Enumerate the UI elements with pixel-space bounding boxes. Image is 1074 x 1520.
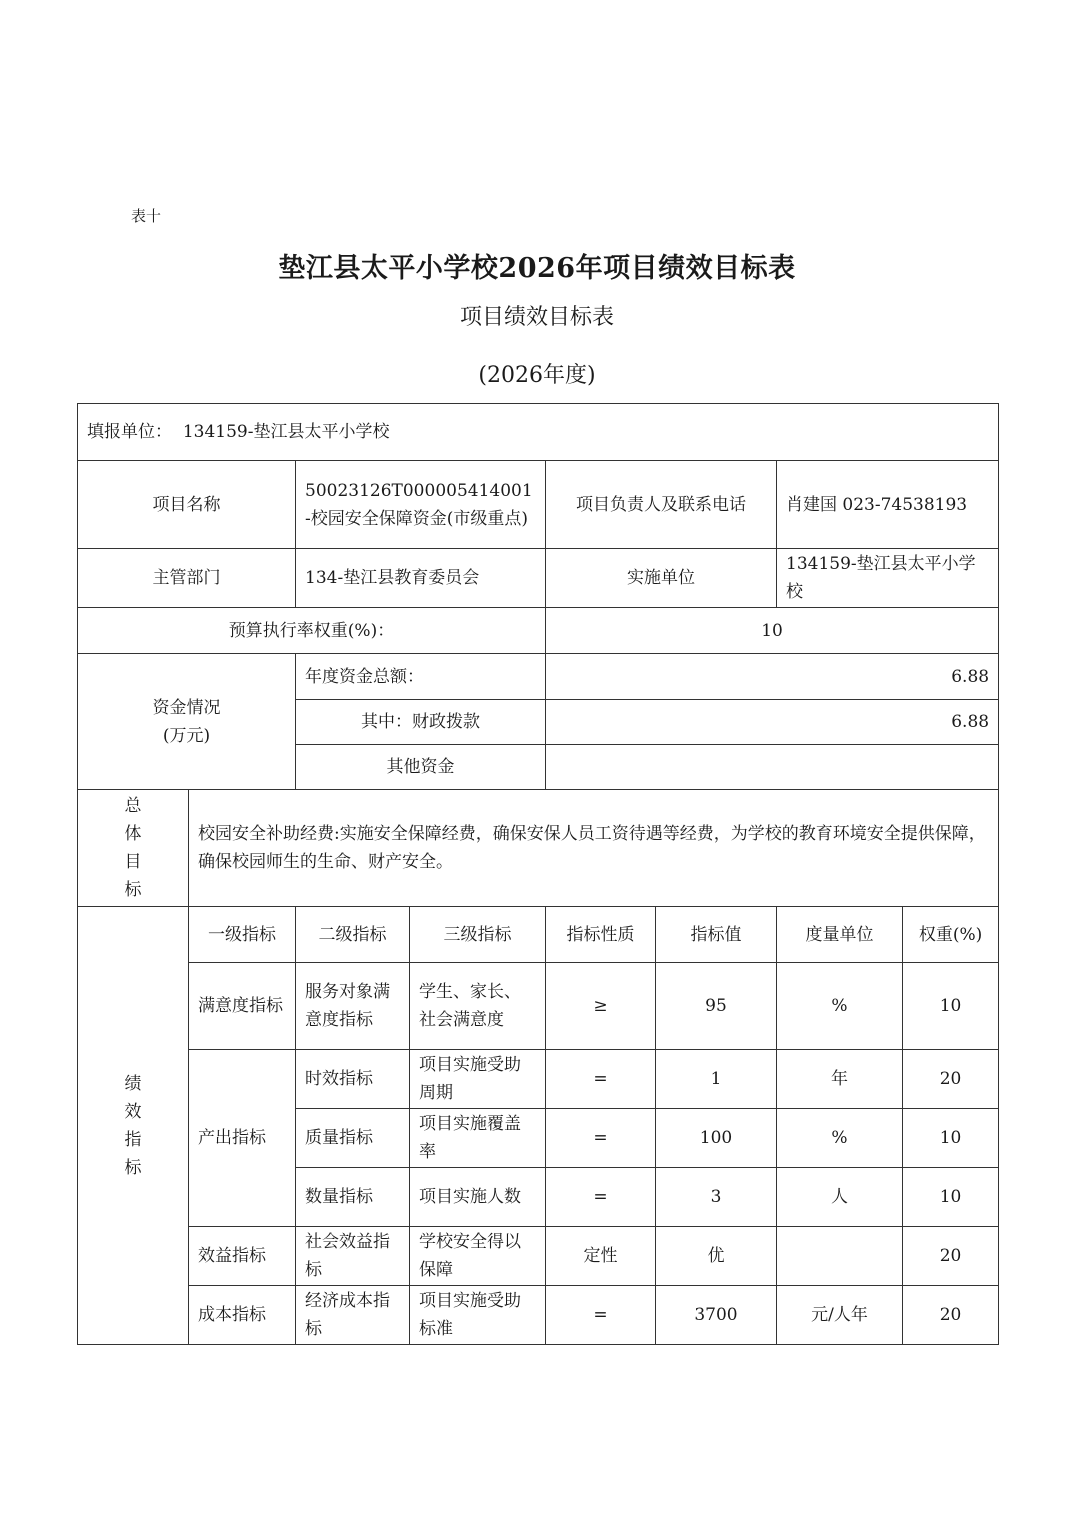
level1-cell: 产出指标: [189, 1050, 296, 1227]
indicators-label: [78, 907, 189, 1345]
header-level3: 三级指标: [410, 907, 546, 963]
funds-label: [78, 654, 296, 790]
contact-value: 肖建国 023-74538193: [777, 461, 999, 549]
unit-cell: 人: [777, 1168, 903, 1227]
level3-cell: 项目实施人数: [410, 1168, 546, 1227]
level2-cell: 数量指标: [296, 1168, 410, 1227]
overall-goal-text: 校园安全补助经费:实施安全保障经费，确保安保人员工资待遇等经费，为学校的教育环境安全提供保障，确保校园师生的生命、财产安全。: [189, 790, 999, 907]
funds-label-line1: 资金情况: [152, 697, 221, 718]
reporter-cell: [78, 404, 999, 461]
reporter-value: 134159-垫江县太平小学校: [182, 422, 390, 442]
unit-cell: [777, 1227, 903, 1286]
dept-label: 主管部门: [78, 549, 296, 608]
level2-cell: 经济成本指标: [296, 1286, 410, 1345]
funds-total-label: 年度资金总额：: [296, 654, 546, 700]
level2-cell: 社会效益指标: [296, 1227, 410, 1286]
level3-cell: 学校安全得以保障: [410, 1227, 546, 1286]
indicators-label-char: 效: [124, 1101, 142, 1122]
overall-goal-row: [78, 790, 999, 907]
overall-goal-label: [78, 790, 189, 907]
value-cell: 95: [656, 963, 777, 1050]
level3-cell: 项目实施受助标准: [410, 1286, 546, 1345]
unit-cell: 年: [777, 1050, 903, 1109]
header-unit: 度量单位: [777, 907, 903, 963]
document-subtitle: 项目绩效目标表: [459, 305, 614, 330]
indicator-row: [78, 1227, 999, 1286]
header-level2: 二级指标: [296, 907, 410, 963]
level2-cell: 质量指标: [296, 1109, 410, 1168]
document-title: 垫江县太平小学校2026年项目绩效目标表: [278, 253, 796, 284]
project-name-label: 项目名称: [78, 461, 296, 549]
weight-cell: 20: [903, 1050, 999, 1109]
value-cell: 100: [656, 1109, 777, 1168]
project-name-value: 50023126T000005414001-校园安全保障资金(市级重点): [296, 461, 546, 549]
funds-fiscal-label: 其中：财政拨款: [296, 700, 546, 745]
unit-cell: 元/人年: [777, 1286, 903, 1345]
reporter-label: 填报单位：: [87, 422, 172, 442]
funds-other-value: [546, 745, 999, 790]
level3-cell: 项目实施覆盖率: [410, 1109, 546, 1168]
weight-cell: 10: [903, 1168, 999, 1227]
goal-label-char: 目: [124, 852, 142, 872]
header-level1: 一级指标: [189, 907, 296, 963]
level3-cell: 学生、家长、社会满意度: [410, 963, 546, 1050]
value-cell: 3700: [656, 1286, 777, 1345]
department-row: [78, 549, 999, 608]
nature-cell: 定性: [546, 1227, 656, 1286]
funds-row: [78, 654, 999, 700]
indicators-label-char: 标: [124, 1157, 142, 1178]
impl-unit-label: 实施单位: [546, 549, 777, 608]
dept-value: 134-垫江县教育委员会: [296, 549, 546, 608]
level1-cell: 效益指标: [189, 1227, 296, 1286]
nature-cell: ≥: [546, 963, 656, 1050]
goal-label-char: 总: [124, 796, 142, 816]
weight-cell: 10: [903, 963, 999, 1050]
nature-cell: =: [546, 1109, 656, 1168]
indicators-label-char: 绩: [124, 1073, 142, 1094]
indicators-label-char: 指: [124, 1129, 142, 1150]
performance-target-table: [77, 403, 999, 1345]
value-cell: 3: [656, 1168, 777, 1227]
unit-cell: %: [777, 1109, 903, 1168]
indicator-row: [78, 1050, 999, 1109]
header-nature: 指标性质: [546, 907, 656, 963]
weight-cell: 20: [903, 1227, 999, 1286]
weight-cell: 10: [903, 1109, 999, 1168]
level1-cell: 成本指标: [189, 1286, 296, 1345]
value-cell: 优: [656, 1227, 777, 1286]
nature-cell: =: [546, 1168, 656, 1227]
funds-total-value: 6.88: [546, 654, 999, 700]
value-cell: 1: [656, 1050, 777, 1109]
indicator-header-row: [78, 907, 999, 963]
header-weight: 权重(%): [903, 907, 999, 963]
level2-cell: 时效指标: [296, 1050, 410, 1109]
budget-weight-label: 预算执行率权重(%)：: [78, 608, 546, 654]
nature-cell: =: [546, 1286, 656, 1345]
unit-cell: %: [777, 963, 903, 1050]
budget-weight-row: [78, 608, 999, 654]
level1-cell: 满意度指标: [189, 963, 296, 1050]
indicator-row: [78, 963, 999, 1050]
weight-cell: 20: [903, 1286, 999, 1345]
contact-label: 项目负责人及联系电话: [546, 461, 777, 549]
level2-cell: 服务对象满意度指标: [296, 963, 410, 1050]
reporter-row: [78, 404, 999, 461]
goal-label-char: 体: [124, 824, 142, 844]
indicator-row: [78, 1286, 999, 1345]
goal-label-char: 标: [124, 880, 142, 900]
level3-cell: 项目实施受助周期: [410, 1050, 546, 1109]
budget-weight-value: 10: [546, 608, 999, 654]
funds-other-label: 其他资金: [296, 745, 546, 790]
nature-cell: =: [546, 1050, 656, 1109]
fiscal-year: (2026年度): [478, 363, 596, 388]
table-number-label: 表十: [131, 207, 162, 225]
funds-fiscal-value: 6.88: [546, 700, 999, 745]
impl-unit-value: 134159-垫江县太平小学校: [777, 549, 999, 608]
funds-label-line2: (万元): [162, 725, 211, 746]
project-name-row: [78, 461, 999, 549]
header-value: 指标值: [656, 907, 777, 963]
